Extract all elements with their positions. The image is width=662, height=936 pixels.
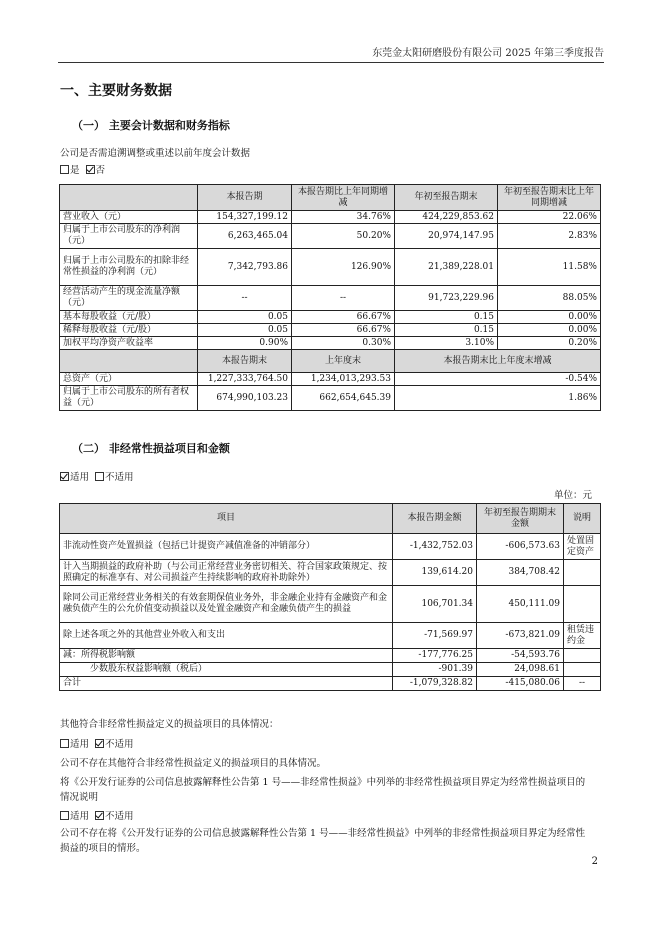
table1b-header-prior-year-end: 上年度末: [292, 350, 395, 373]
table1-header-ytd-yoy: 年初至报告期末比上年同期增减: [498, 185, 601, 211]
table-row: [60, 586, 601, 623]
header-divider: [58, 62, 604, 63]
table-cell: 稀释每股收益（元/股）: [60, 324, 198, 337]
table-cell: 除同公司正常经营业务相关的有效套期保值业务外，非金融企业持有金融资产和金融负债产生的公允价值变动损益以及处置金融资产和金融负债产生的损益: [60, 586, 393, 623]
table-row: [60, 560, 601, 586]
table-cell: 处置固定资产: [564, 534, 601, 560]
table-cell: -606,573.63: [477, 534, 564, 560]
table-cell: 归属于上市公司股东的扣除非经常性损益的净利润（元）: [60, 249, 198, 286]
key-financial-data-table: [59, 184, 601, 411]
table-cell: 经营活动产生的现金流量净额（元）: [60, 286, 198, 311]
table-cell: -1,432,752.03: [393, 534, 477, 560]
table-cell: 139,614.20: [393, 560, 477, 586]
table-cell: --: [564, 677, 601, 691]
table-cell: 662,654,645.39: [292, 386, 395, 411]
table-cell: 租赁违约金: [564, 623, 601, 649]
table-row: [60, 663, 601, 677]
table1b-header-change: 本报告期末比上年度末增减: [395, 350, 601, 373]
table-cell: 少数股东权益影响额（税后）: [60, 663, 393, 677]
section-title-main-financial-data: 一、主要财务数据: [60, 83, 172, 99]
table-row: [60, 311, 601, 324]
table-cell: 66.67%: [292, 324, 395, 337]
table-cell: 0.05: [198, 324, 292, 337]
table-cell: 归属于上市公司股东的所有者权益（元）: [60, 386, 198, 411]
table-cell: 88.05%: [498, 286, 601, 311]
table-row: [60, 286, 601, 311]
applicable-choice-1: 适用 不适用: [60, 470, 134, 485]
restate-choice: 是 否: [60, 163, 105, 178]
table-row: [60, 623, 601, 649]
table-cell: 7,342,793.86: [198, 249, 292, 286]
table-cell: 66.67%: [292, 311, 395, 324]
table-cell: 0.00%: [498, 324, 601, 337]
table-cell: [564, 649, 601, 663]
table-cell: 减：所得税影响额: [60, 649, 393, 663]
table-cell: -0.54%: [395, 373, 601, 386]
table2-header-ytd: 年初至报告期期末金额: [477, 504, 564, 534]
table-cell: -1,079,328.82: [393, 677, 477, 691]
table-cell: 合计: [60, 677, 393, 691]
table-row: [60, 324, 601, 337]
table-cell: 384,708.42: [477, 560, 564, 586]
subsection-title-key-accounting-data: （一） 主要会计数据和财务指标: [72, 119, 230, 132]
table-row: [60, 386, 601, 411]
table-cell: --: [292, 286, 395, 311]
table-cell: 0.90%: [198, 337, 292, 350]
table-cell: 91,723,229.96: [395, 286, 498, 311]
reclass-text: 公司不存在将《公开发行证券的公司信息披露解释性公告第 1 号——非经常性损益》中列举的非经常性损益项目界定为经常性损益的项目的情形。: [60, 828, 586, 854]
table-cell: 34.76%: [292, 211, 395, 224]
table1b-header-period-end: 本报告期末: [198, 350, 292, 373]
other-items-title: 其他符合非经常性损益定义的损益项目的具体情况：: [60, 719, 279, 730]
table-cell: 0.00%: [498, 311, 601, 324]
table-cell: 11.58%: [498, 249, 601, 286]
table-cell: 1.86%: [395, 386, 601, 411]
table-cell: 加权平均净资产收益率: [60, 337, 198, 350]
table-cell: 50.20%: [292, 224, 395, 249]
table-cell: 1,227,333,764.50: [198, 373, 292, 386]
reclass-title: 将《公开发行证券的公司信息披露解释性公告第 1 号——非经常性损益》中列举的非经常性损益项目界定为经常性损益项目的情况说明: [60, 777, 586, 803]
table-row: [60, 337, 601, 350]
checkbox-unchecked-icon: [95, 472, 104, 481]
table-cell: [564, 586, 601, 623]
table-cell: -177,776.25: [393, 649, 477, 663]
table-cell: 674,990,103.23: [198, 386, 292, 411]
applicable-choice-2: 适用 不适用: [60, 737, 134, 752]
table-cell: 154,327,199.12: [198, 211, 292, 224]
table-cell: 106,701.34: [393, 586, 477, 623]
table-cell: 除上述各项之外的其他营业外收入和支出: [60, 623, 393, 649]
table-cell: 21,389,228.01: [395, 249, 498, 286]
table-cell: 22.06%: [498, 211, 601, 224]
table-row: [60, 677, 601, 691]
table-cell: 424,229,853.62: [395, 211, 498, 224]
table-cell: [564, 663, 601, 677]
table-cell: 0.30%: [292, 337, 395, 350]
checkbox-unchecked-icon: [60, 165, 69, 174]
table-row: [60, 373, 601, 386]
page-number: 2: [591, 856, 598, 867]
checkbox-checked-icon: [95, 811, 104, 820]
non-recurring-items-table: [59, 503, 601, 691]
applicable-choice-3: 适用 不适用: [60, 809, 134, 824]
checkbox-checked-icon: [86, 165, 95, 174]
table-cell: 20,974,147.95: [395, 224, 498, 249]
table-cell: -901.39: [393, 663, 477, 677]
restate-question: 公司是否需追溯调整或重述以前年度会计数据: [60, 148, 251, 159]
table-cell: 6,263,465.04: [198, 224, 292, 249]
table-cell: 3.10%: [395, 337, 498, 350]
table-cell: 450,111.09: [477, 586, 564, 623]
table-cell: 0.20%: [498, 337, 601, 350]
table-row: [60, 649, 601, 663]
table-cell: 0.15: [395, 311, 498, 324]
table-cell: 24,098.61: [477, 663, 564, 677]
table-cell: 1,234,013,293.53: [292, 373, 395, 386]
table-cell: -71,569.97: [393, 623, 477, 649]
table-cell: 非流动性资产处置损益（包括已计提资产减值准备的冲销部分）: [60, 534, 393, 560]
table-cell: 0.05: [198, 311, 292, 324]
table-cell: 营业收入（元）: [60, 211, 198, 224]
table-row: [60, 211, 601, 224]
table-cell: --: [198, 286, 292, 311]
table1b-header-blank: [60, 350, 198, 373]
table1-header-current-yoy: 本报告期比上年同期增减: [292, 185, 395, 211]
table-row: [60, 224, 601, 249]
checkbox-checked-icon: [60, 472, 69, 481]
unit-label: 单位：元: [553, 490, 592, 501]
other-items-text: 公司不存在其他符合非经常性损益定义的损益项目的具体情况。: [60, 758, 327, 769]
table1-header-current-period: 本报告期: [198, 185, 292, 211]
checkbox-unchecked-icon: [60, 811, 69, 820]
table-cell: 总资产（元）: [60, 373, 198, 386]
table-row: [60, 534, 601, 560]
table-cell: 计入当期损益的政府补助（与公司正常经营业务密切相关、符合国家政策规定、按照确定的标准享有、对公司损益产生持续影响的政府补助除外）: [60, 560, 393, 586]
report-header-title: 东莞金太阳研磨股份有限公司 2025 年第三季度报告: [372, 48, 604, 59]
table-cell: -673,821.09: [477, 623, 564, 649]
table-cell: 基本每股收益（元/股）: [60, 311, 198, 324]
table-cell: [564, 560, 601, 586]
table-cell: 归属于上市公司股东的净利润（元）: [60, 224, 198, 249]
table1-header-ytd: 年初至报告期末: [395, 185, 498, 211]
checkbox-unchecked-icon: [60, 739, 69, 748]
table1-header-blank: [60, 185, 198, 211]
table-row: [60, 249, 601, 286]
checkbox-checked-icon: [95, 739, 104, 748]
table-cell: 2.83%: [498, 224, 601, 249]
table-cell: -54,593.76: [477, 649, 564, 663]
table-cell: 0.15: [395, 324, 498, 337]
table-cell: 126.90%: [292, 249, 395, 286]
table2-header-item: 项目: [60, 504, 393, 534]
subsection-title-non-recurring: （二） 非经常性损益项目和金额: [72, 442, 230, 455]
table2-header-note: 说明: [564, 504, 601, 534]
table2-header-current: 本报告期金额: [393, 504, 477, 534]
table-cell: -415,080.06: [477, 677, 564, 691]
